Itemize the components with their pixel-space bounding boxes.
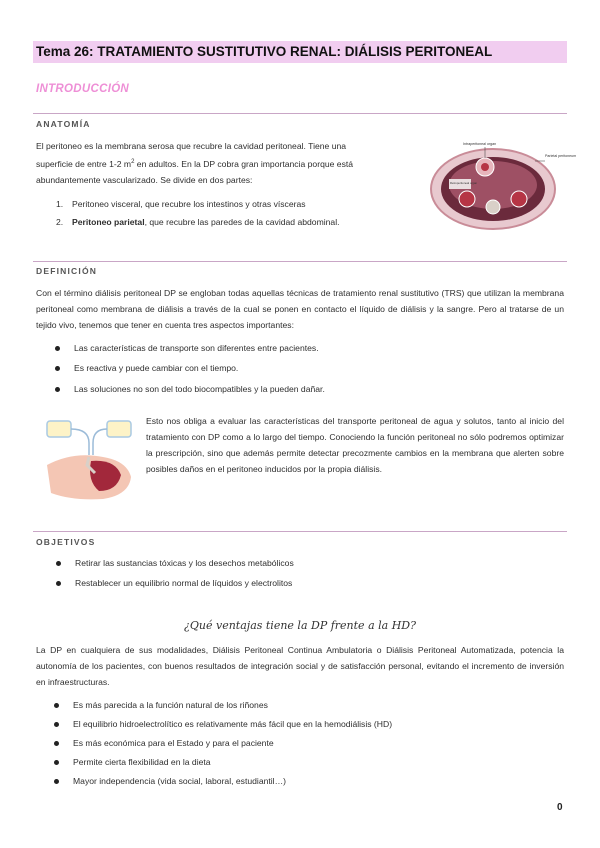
list-item: [73, 776, 286, 786]
catheter-illustration: [43, 415, 135, 505]
bullet-dot: [54, 703, 59, 708]
anatomia-line-3: abundantemente vascularizado. Se divide en dos partes:: [36, 174, 253, 185]
list-item: [75, 558, 294, 568]
page-number: 0: [557, 802, 563, 813]
list-item: [73, 719, 392, 729]
list-number: 2.: [56, 217, 64, 227]
list-bold-term: Peritoneo parietal: [72, 217, 145, 227]
list-item: [73, 757, 211, 767]
list-text: Es reactiva y puede cambiar con el tiempo.: [74, 363, 239, 373]
list-text: Las características de transporte son diferentes entre pacientes.: [74, 343, 319, 353]
list-text: El equilibrio hidroelectrolítico es relativamente más fácil que en la hemodiálisis (HD): [73, 719, 393, 729]
anatomia-sup: 2: [131, 159, 135, 165]
list-item: [74, 384, 325, 394]
list-text: Permite cierta flexibilidad en la dieta: [73, 757, 211, 767]
list-item: [75, 578, 292, 588]
list-item: [74, 363, 238, 373]
bullet-dot: [56, 581, 61, 586]
section-divider: [33, 531, 567, 532]
anatomia-paragraph: [36, 138, 416, 188]
title-bar: [33, 41, 567, 63]
section-heading-anatomia: ANATOMÍA: [36, 119, 91, 129]
list-text: Es más económica para el Estado y para el paciente: [73, 738, 274, 748]
list-text: , que recubre las paredes de la cavidad abdominal.: [144, 217, 340, 227]
definicion-paragraph: Con el término diálisis peritoneal DP se engloban todas aquellas técnicas de tratamiento renal sustitutivo (TRS) que utilizan la membrana peritoneal como membrana de diálisis a través de la cual se ponen en contacto el líquido de diálisis y la sangre. Pero al tratarse de un tejido vivo, tenemos que tener en cuenta tres aspectos importantes:: [36, 288, 564, 330]
bullet-dot: [54, 741, 59, 746]
list-text: Restablecer un equilibrio normal de líquidos y electrolitos: [75, 578, 293, 588]
list-text: Retirar las sustancias tóxicas y los desechos metabólicos: [75, 558, 294, 568]
ventajas-paragraph: La DP en cualquiera de sus modalidades, Diálisis Peritoneal Continua Ambulatoria o Diálisis Peritoneal Automatizada, potencia la autonomía de los pacientes, con buenos resultados de integración social y de satisfacción personal, evitando el incremento de inversión en infraestructuras.: [36, 645, 564, 687]
anatomia-line-1: El peritoneo es la membrana serosa que recubre la cavidad peritoneal. Tiene una: [36, 141, 347, 151]
bullet-dot: [54, 779, 59, 784]
bullet-dot: [55, 366, 60, 371]
section-heading-objetivos: OBJETIVOS: [36, 537, 96, 547]
definicion-paragraph-2: Esto nos obliga a evaluar las características del transporte peritoneal de agua y solutos, tanto al inicio del tratamiento con DP como a lo largo del tiempo. Conociendo la función peritoneal no sólo podremos optimizar la prescripción, sino que además permite detectar precozmente cambios en la membrana que alerten sobre posibles daños en el peritoneo inducidos por la propia diálisis.: [146, 416, 564, 474]
list-text: Las soluciones no son del todo biocompatibles y la pueden dañar.: [74, 384, 325, 394]
list-text: Peritoneo visceral, que recubre los intestinos y otras vísceras: [72, 199, 306, 209]
section-divider: [33, 261, 567, 262]
bullet-dot: [55, 346, 60, 351]
list-item: [73, 738, 274, 748]
anatomia-line-2a: superficie de entre 1-2 m: [36, 158, 132, 169]
peritoneum-anatomy-figure: [423, 137, 577, 239]
section-divider: [33, 113, 567, 114]
bullet-dot: [55, 387, 60, 392]
ventajas-question: ¿Qué ventajas tiene la DP frente a la HD?: [183, 619, 417, 632]
list-text: Es más parecida a la función natural de los riñones: [73, 700, 268, 710]
list-item: [73, 700, 268, 710]
bullet-dot: [54, 760, 59, 765]
figure-label-right: Parietal peritoneum: [545, 154, 577, 158]
figure-label-left: Retroperitoneal organ: [450, 181, 478, 185]
figure-label-top: Intraperitoneal organ: [463, 142, 497, 146]
list-item: [56, 199, 306, 209]
list-number: 1.: [56, 199, 64, 209]
list-item: [74, 343, 319, 353]
bullet-dot: [54, 722, 59, 727]
section-heading-definicion: DEFINICIÓN: [36, 266, 98, 276]
list-item: [56, 217, 340, 227]
intro-heading: INTRODUCCIÓN: [36, 83, 130, 95]
list-text: Mayor independencia (vida social, laboral, estudiantil…): [73, 776, 287, 786]
page-title: Tema 26: TRATAMIENTO SUSTITUTIVO RENAL: DIÁLISIS PERITONEAL: [36, 44, 493, 59]
anatomia-line-2b: en adultos. En la DP cobra gran importancia porque está: [134, 158, 354, 169]
bullet-dot: [56, 561, 61, 566]
